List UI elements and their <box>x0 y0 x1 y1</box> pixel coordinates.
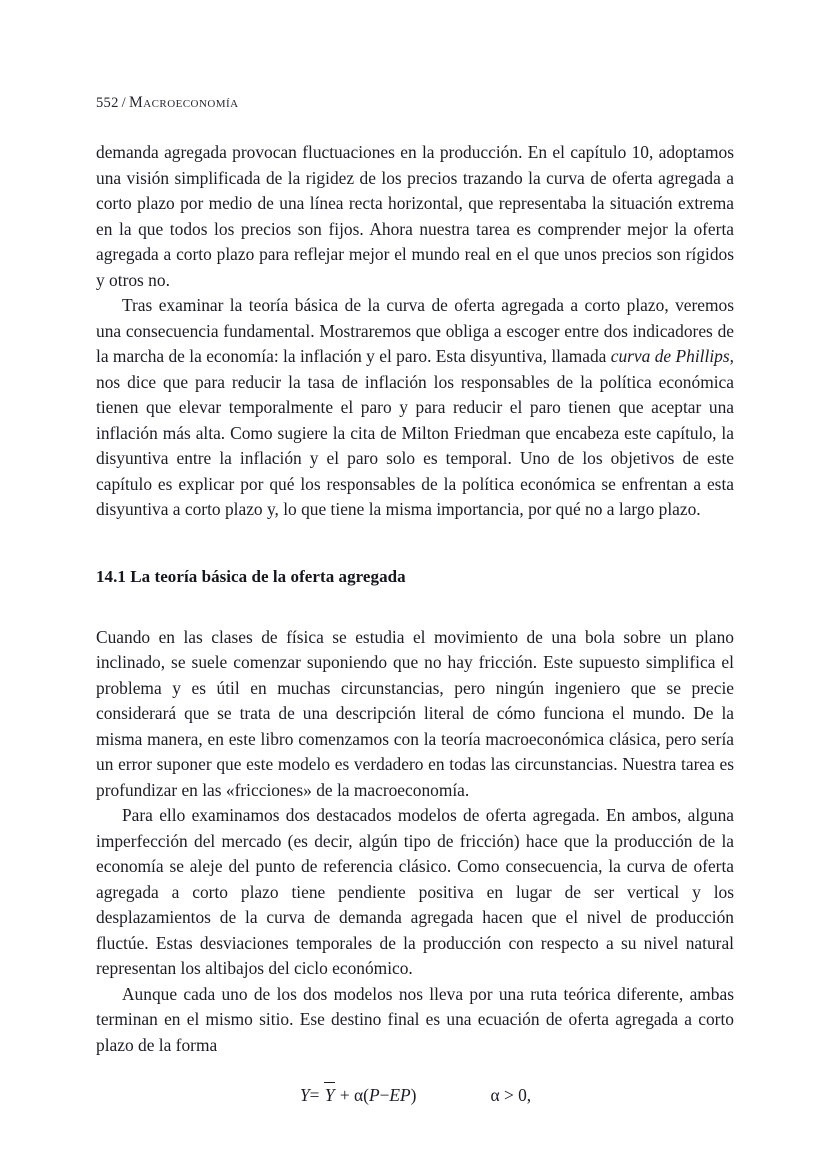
equation-space-above <box>96 1058 734 1083</box>
equation-condition <box>490 1085 531 1105</box>
running-head <box>96 94 736 112</box>
heading-space-below <box>96 589 734 625</box>
equation-main-expression <box>300 1085 416 1105</box>
equation-alpha-symbol: α <box>354 1085 364 1105</box>
emphasis-curva-de-phillips: curva de Phillips <box>610 346 730 366</box>
text-column <box>96 140 734 1109</box>
section-heading-14-1: 14.1 La teoría básica de la oferta agregada <box>96 566 406 586</box>
paragraph-phillips-curve <box>96 293 734 523</box>
paragraph-continuation: demanda agregada provocan fluctuaciones en la producción. En el capítulo 10, adoptamos una visión simplificada de la rigidez de los precios trazando la curva de oferta agregada a corto plazo por medio de una línea recta horizontal, que representaba la situación extrema en la que todos los precios son fijos. Ahora nuestra tarea es comprender mejor la oferta agregada a corto plazo para reflejar mejor el mundo real en el que unos precios son rígidos y otros no. <box>96 142 734 290</box>
equation-output-variable: Y <box>300 1085 310 1105</box>
running-head-separator: / <box>121 95 126 111</box>
display-equation <box>96 1083 734 1109</box>
equation-condition-alpha: α <box>490 1085 500 1105</box>
equation-minus-sign: − <box>379 1085 390 1105</box>
paragraph-text-lead: Tras examinar la teoría básica de la curva de oferta agregada a corto plazo, veremos una consecuencia fundamental. Mostraremos que obliga a escoger entre dos indicadores de la marcha de la economía: la inflación y el paro. Esta disyuntiva, llamada <box>96 295 734 366</box>
equation-equals-sign: = <box>309 1085 320 1105</box>
page-number: 552 <box>96 95 119 111</box>
heading-space-above <box>96 523 734 565</box>
equation-open-paren: ( <box>363 1085 369 1105</box>
equation-expected-price: EP <box>389 1085 411 1105</box>
paragraph-frictions: Cuando en las clases de física se estudia el movimiento de una bola sobre un plano inclinado, se suele comenzar suponiendo que no hay fricción. Este supuesto simplifica el problema y es útil en muchas circunstancias, pero ningún ingeniero que se precie considerará que se trata de una descripción literal de cómo funciona el mundo. De la misma manera, en este libro comenzamos con la teoría macroeconómica clásica, pero sería un error suponer que este modelo es verdadero en todas las circunstancias. Nuestra tarea es profundizar en las «fricciones» de la macroeconomía. <box>96 626 734 800</box>
equation-price-level: P <box>368 1085 380 1105</box>
paragraph-two-models: Para ello examinamos dos destacados modelos de oferta agregada. En ambos, alguna imperfección del mercado (es decir, algún tipo de fricción) hace que la producción de la economía se aleje del punto de referencia clásico. Como consecuencia, la curva de oferta agregada a corto plazo tiene pendiente positiva en lugar de ser vertical y los desplazamientos de la curva de demanda agregada hacen que el nivel de producción fluctúe. Estas desviaciones temporales de la producción con respecto a su nivel natural representan los altibajos del ciclo económico. <box>96 805 734 978</box>
equation-plus-sign: + <box>339 1085 350 1105</box>
paragraph-equation-intro: Aunque cada uno de los dos modelos nos lleva por una ruta teórica diferente, ambas terminan en el mismo sitio. Ese destino final es una ecuación de oferta agregada a corto plazo de la forma <box>96 983 734 1055</box>
equation-condition-operator: > <box>503 1085 514 1105</box>
paragraph-text-tail: , nos dice que para reducir la tasa de inflación los responsables de la política económica tienen que elevar temporalmente el paro y para reducir el paro tienen que aceptar una inflación más alta. Como sugiere la cita de Milton Friedman que encabeza este capítulo, la disyuntiva entre la inflación y el paro solo es temporal. Uno de los objetivos de este capítulo es explicar por qué los responsables de la política económica se enfrentan a esta disyuntiva a corto plazo y, lo que tiene la misma importancia, por qué no a largo plazo. <box>96 346 734 519</box>
equation-natural-output: Y <box>324 1083 336 1109</box>
book-title: Macroeconomía <box>129 94 239 111</box>
equation-close-paren: ) <box>410 1085 417 1105</box>
equation-condition-value: 0, <box>518 1085 532 1105</box>
